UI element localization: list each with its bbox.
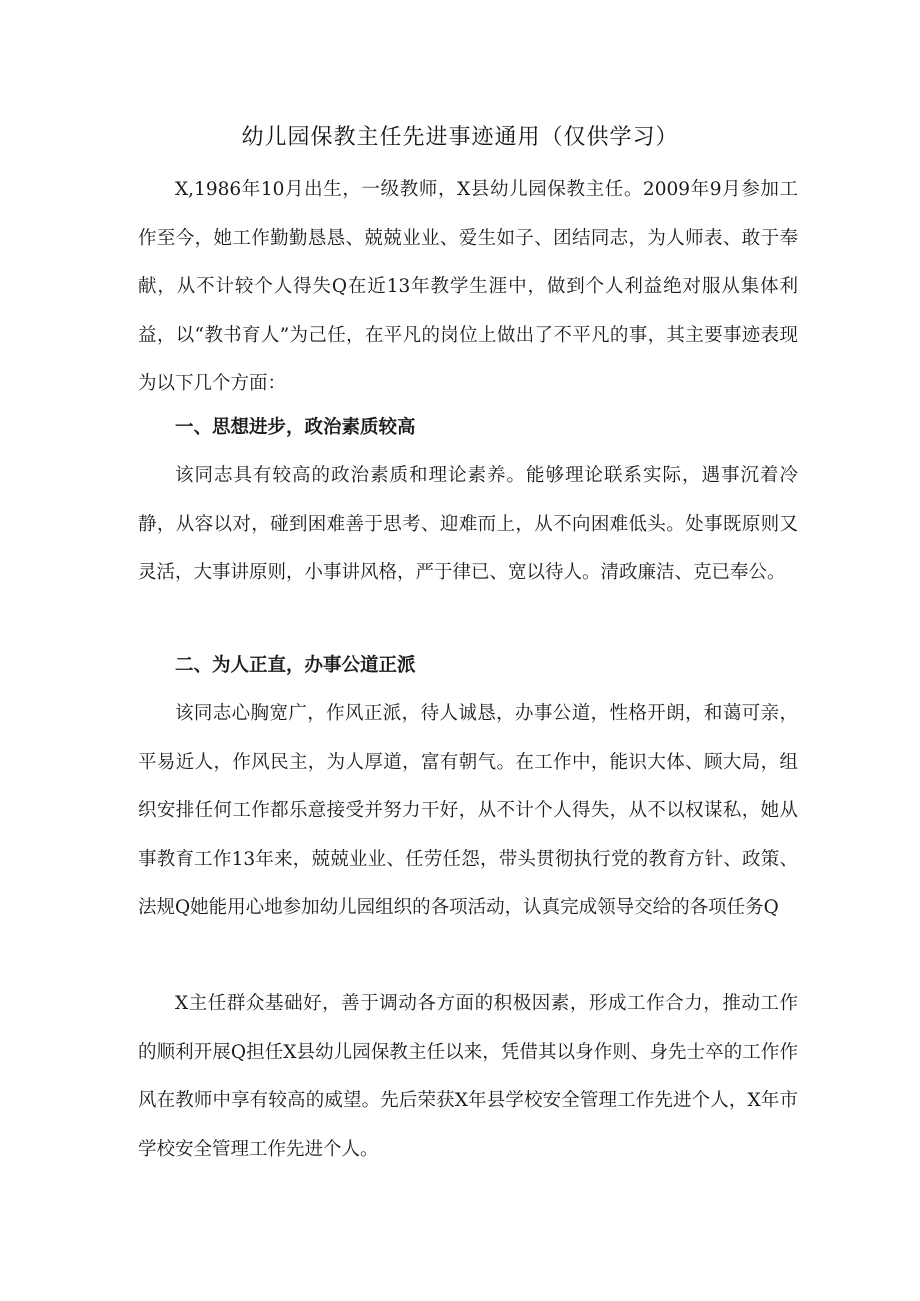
- section-heading-2: 二、为人正直，办事公道正派: [175, 655, 416, 676]
- document-title: 幼儿园保教主任先进事迹通用（仅供学习）: [241, 125, 679, 150]
- paragraph-section-2-cont: [138, 980, 798, 1174]
- section-heading-1: 一、思想进步，政治素质较高: [175, 417, 416, 438]
- paragraph-intro: [138, 166, 798, 409]
- paragraph-section-2: [138, 690, 798, 933]
- paragraph-text: 该同志心胸宽广，作风正派，待人诚恳，办事公道，性格开朗，和蔼可亲，平易近人，作风民主，为人厚道，富有朝气。在工作中，能识大体、顾大局，组织安排任何工作都乐意接受并努力干好，从不计个人得失，从不以权谋私，她从事教育工作13年来，兢兢业业、任劳任怨，带头贯彻执行党的教育方针、政策、法规Q她能用心地参加幼儿园组织的各项活动，认真完成领导交给的各项任务Q: [138, 703, 798, 918]
- paragraph-text: X,1986年10月出生，一级教师，X县幼儿园保教主任。2009年9月参加工作至今，她工作勤勤恳恳、兢兢业业、爱生如子、团结同志，为人师表、敢于奉献，从不计较个人得失Q在近13年教学生涯中，做到个人利益绝对服从集体利益，以“教书育人”为己任，在平凡的岗位上做出了不平凡的事，其主要事迹表现为以下几个方面：: [138, 179, 798, 394]
- paragraph-section-1: [138, 452, 798, 598]
- paragraph-text: 该同志具有较高的政治素质和理论素养。能够理论联系实际，遇事沉着冷静，从容以对，碰到困难善于思考、迎难而上，从不向困难低头。处事既原则又灵活，大事讲原则，小事讲风格，严于律已、宽以待人。清政廉洁、克已奉公。: [138, 465, 798, 583]
- paragraph-text: X主任群众基础好，善于调动各方面的积极因素，形成工作合力，推动工作的顺利开展Q担任X县幼儿园保教主任以来，凭借其以身作则、身先士卒的工作作风在教师中享有较高的威望。先后荣获X年县学校安全管理工作先进个人，X年市学校安全管理工作先进个人。: [138, 993, 798, 1160]
